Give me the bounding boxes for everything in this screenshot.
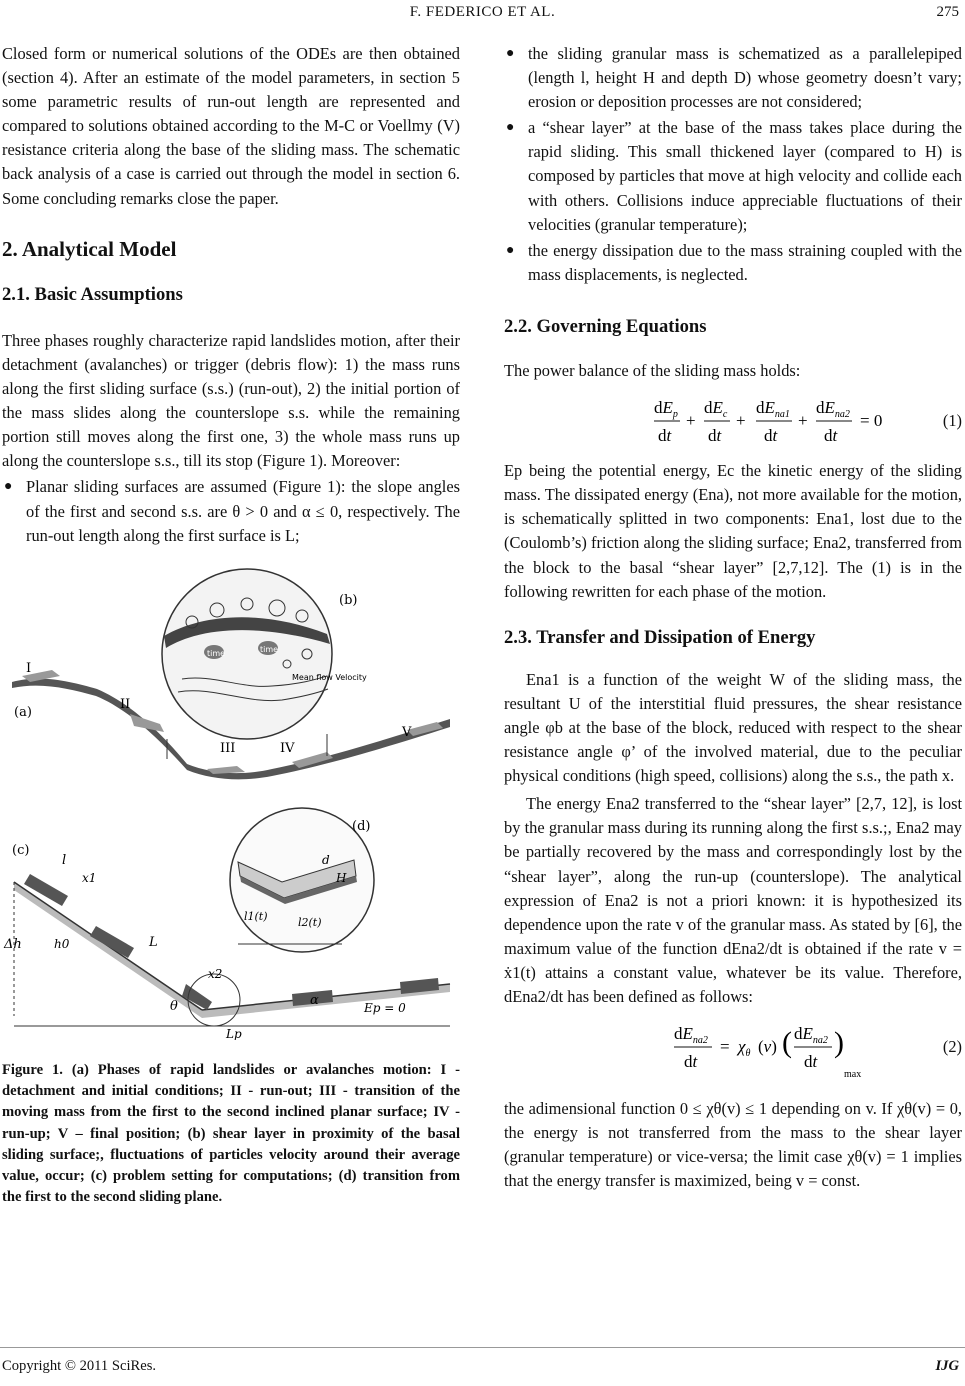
left-column bbox=[2, 42, 460, 1209]
svg-text:χθ: $\chi_\theta$ bbox=[738, 1037, 751, 1060]
svg-text:max: max bbox=[844, 1069, 862, 1081]
bullet-parallelepiped: ● the sliding granular mass is schematized as a parallelepiped (length l, height H and depth D) whose geometry doesn’t vary; erosion or deposition processes are not considered; bbox=[506, 44, 962, 112]
svg-text:+: + bbox=[798, 411, 808, 431]
label-phase-4: IV bbox=[280, 740, 295, 756]
label-time-2: time bbox=[260, 644, 279, 654]
label-H: H bbox=[336, 870, 347, 885]
section-2-1-heading: 2.1. Basic Assumptions bbox=[2, 283, 183, 305]
bullet-energy-dissipation: ● the energy dissipation due to the mass straining coupled with the mass displacements, is neglected. bbox=[506, 240, 962, 284]
footer-rule bbox=[0, 1347, 965, 1348]
figure-1-drawing bbox=[2, 564, 460, 1040]
svg-text:+: + bbox=[686, 411, 696, 431]
equation-1-number: (1) bbox=[942, 411, 962, 431]
bullet-shear-layer: ● a “shear layer” at the base of the mass takes place during the rapid sliding. This small thickened layer (compared to H) is composed by particles that move at high velocity and collide each with others. Collisions induce appreciable fluctuations of their velocities (granular temperature); bbox=[506, 118, 962, 234]
svg-text:dEna1: $dE_{na1}$ bbox=[756, 398, 790, 421]
label-d-small: d bbox=[322, 852, 330, 867]
label-a: (a) bbox=[14, 704, 32, 720]
label-delta-h: Δh bbox=[4, 936, 22, 952]
svg-text:=: = bbox=[720, 1037, 730, 1057]
label-d: (d) bbox=[352, 818, 371, 834]
adimensional-function-paragraph: the adimensional function 0 ≤ χθ(v) ≤ 1 depending on v. If χθ(v) = 0, the energy is not transferred from the mass to the shear layer (granular temperature) or vice-versa; the limit case χθ(v) = 1 implies that the energy transfer is maximized, being v = const. bbox=[504, 1099, 962, 1191]
page-number: 275 bbox=[936, 4, 959, 20]
label-h0: h0 bbox=[54, 936, 70, 951]
label-lp: Lp bbox=[226, 1026, 242, 1040]
page-header bbox=[0, 4, 965, 26]
section-2-2-heading: 2.2. Governing Equations bbox=[504, 315, 707, 337]
label-c: (c) bbox=[12, 842, 30, 858]
svg-text:(: ( bbox=[782, 1026, 792, 1060]
svg-text:dt: dt bbox=[684, 1052, 698, 1072]
equation-1-formula bbox=[504, 391, 924, 453]
label-l1: l1(t) bbox=[244, 909, 268, 923]
svg-text:dEc: $dE_c$ bbox=[704, 398, 728, 421]
svg-text:dt: dt bbox=[764, 426, 778, 446]
label-x1: x1 bbox=[82, 870, 97, 885]
equation-2-formula bbox=[504, 1017, 924, 1087]
right-column bbox=[504, 42, 962, 1193]
bullet-planar-surfaces: ● Planar sliding surfaces are assumed (Figure 1): the slope angles of the first and second s.s. are θ > 0 and α ≤ 0, respectively. The run-out length along the first surface is L; bbox=[4, 477, 460, 545]
label-x2: x2 bbox=[208, 966, 223, 981]
label-b: (b) bbox=[339, 592, 358, 608]
svg-text:dEna2: $dE_{na2}$ bbox=[674, 1024, 708, 1047]
equation-2-number: (2) bbox=[942, 1037, 962, 1057]
label-l: l bbox=[62, 852, 67, 868]
ena2-paragraph: The energy Ena2 transferred to the “shear layer” [2,7, 12], is lost by the granular mass during its running along the first s.s.;, Ena2 may be partially recovered by the mass and correspondingly lost by the “shear layer”, along the run-up (counterslope). The analytical expression of Ena2 is not a priori known: it is hypothesized its dependence upon the rate v of the granular mass. As stated by [6], the maximum value of the function dEna2/dt is obtained if the rate v = ẋ1(t) attains a constant value, whatever be its value. Therefore, dEna2/dt has been defined as follows: bbox=[504, 794, 962, 1006]
label-time-1: time bbox=[207, 648, 226, 658]
label-phase-3: III bbox=[220, 740, 236, 756]
running-title: F. FEDERICO ET AL. bbox=[409, 4, 556, 20]
svg-text:= 0: = 0 bbox=[860, 411, 883, 431]
equation-1 bbox=[504, 391, 962, 453]
copyright-text: Copyright © 2011 SciRes. bbox=[2, 1358, 157, 1374]
intro-paragraph: Closed form or numerical solutions of the ODEs are then obtained (section 4). After an estimate of the model parameters, in section 5 some parametric results of run-out length are represented and compared to solutions obtained according to the M-C or Voellmy (V) resistance criteria along the base of the sliding mass. The schematic back analysis of a case is carried out through the model in section 6. Some concluding remarks close the paper. bbox=[2, 44, 460, 208]
journal-abbrev: IJG bbox=[935, 1358, 959, 1374]
phases-paragraph: Three phases roughly characterize rapid landslides motion, after their detachment (avalanches) or trigger (debris flow): 1) the mass runs along the first sliding surface (s.s.) (run-out), 2) the initial portion of the mass slides along the counterslope s.s. while the remaining portion still moves along the first one, 3) the whole mass runs up along the counterslope s.s., till its stop (Figure 1). Moreover: bbox=[2, 330, 460, 471]
section-2-3-heading: 2.3. Transfer and Dissipation of Energy bbox=[504, 626, 816, 648]
svg-text:): ) bbox=[834, 1026, 844, 1060]
potential-energy-paragraph: Ep being the potential energy, Ec the kinetic energy of the sliding mass. The dissipated energy (Ena), not more available for the motion, is schematically splitted in two components: Ena1, lost due to the (Coulomb’s) friction along the sliding surface; Ena2, transferred from the block to the basal “shear layer” [2,7,12]. The (1) is in the following rewritten for each phase of the motion. bbox=[504, 461, 962, 601]
ena1-paragraph: Ena1 is a function of the weight W of the sliding mass, the resultant U of the interstitial fluid pressures, the shear resistance angle φb at the base of the block, reduced with respect to the shear resistance angle φ’ of the involved material, due to the peculiar physical conditions (high speed, collisions) along the s.s., the path x. bbox=[504, 669, 962, 786]
svg-text:(v): (v) bbox=[758, 1037, 777, 1057]
label-l2: l2(t) bbox=[298, 915, 322, 929]
figure-1-caption: Figure 1. (a) Phases of rapid landslides or avalanches motion: I - detachment and initial conditions; II - run-out; III - transition of the moving mass from the first to the second inclined planar surface; IV - run-up; V – final position; (b) shear layer in proximity of the basal sliding surface;, fluctuations of particles velocity around their average value, occur; (c) problem setting for computations; (d) transition from the first to the second sliding plane. bbox=[2, 1061, 460, 1206]
svg-text:dt: dt bbox=[824, 426, 838, 446]
section-2-heading: 2. Analytical Model bbox=[2, 236, 177, 261]
label-alpha: α bbox=[310, 992, 319, 1008]
label-L: L bbox=[149, 934, 158, 950]
label-phase-1: I bbox=[26, 660, 32, 676]
svg-text:dEna2: $dE_{na2}$ bbox=[816, 398, 850, 421]
figure-1 bbox=[2, 564, 460, 1040]
power-balance-text: The power balance of the sliding mass holds: bbox=[504, 361, 801, 381]
label-phase-2: II bbox=[120, 696, 131, 712]
equation-2 bbox=[504, 1017, 962, 1087]
svg-text:dEp: $dE_p$ bbox=[654, 398, 678, 421]
label-phase-5: V bbox=[402, 724, 412, 740]
svg-text:+: + bbox=[736, 411, 746, 431]
label-theta: θ bbox=[170, 998, 178, 1014]
svg-text:dt: dt bbox=[804, 1052, 818, 1072]
svg-text:dt: dt bbox=[658, 426, 672, 446]
label-mean-velocity: Mean flow Velocity bbox=[292, 672, 367, 682]
svg-text:dEna2: $dE_{na2}$ bbox=[794, 1024, 828, 1047]
label-ep-zero: Ep = 0 bbox=[364, 1000, 406, 1015]
svg-text:dt: dt bbox=[708, 426, 722, 446]
